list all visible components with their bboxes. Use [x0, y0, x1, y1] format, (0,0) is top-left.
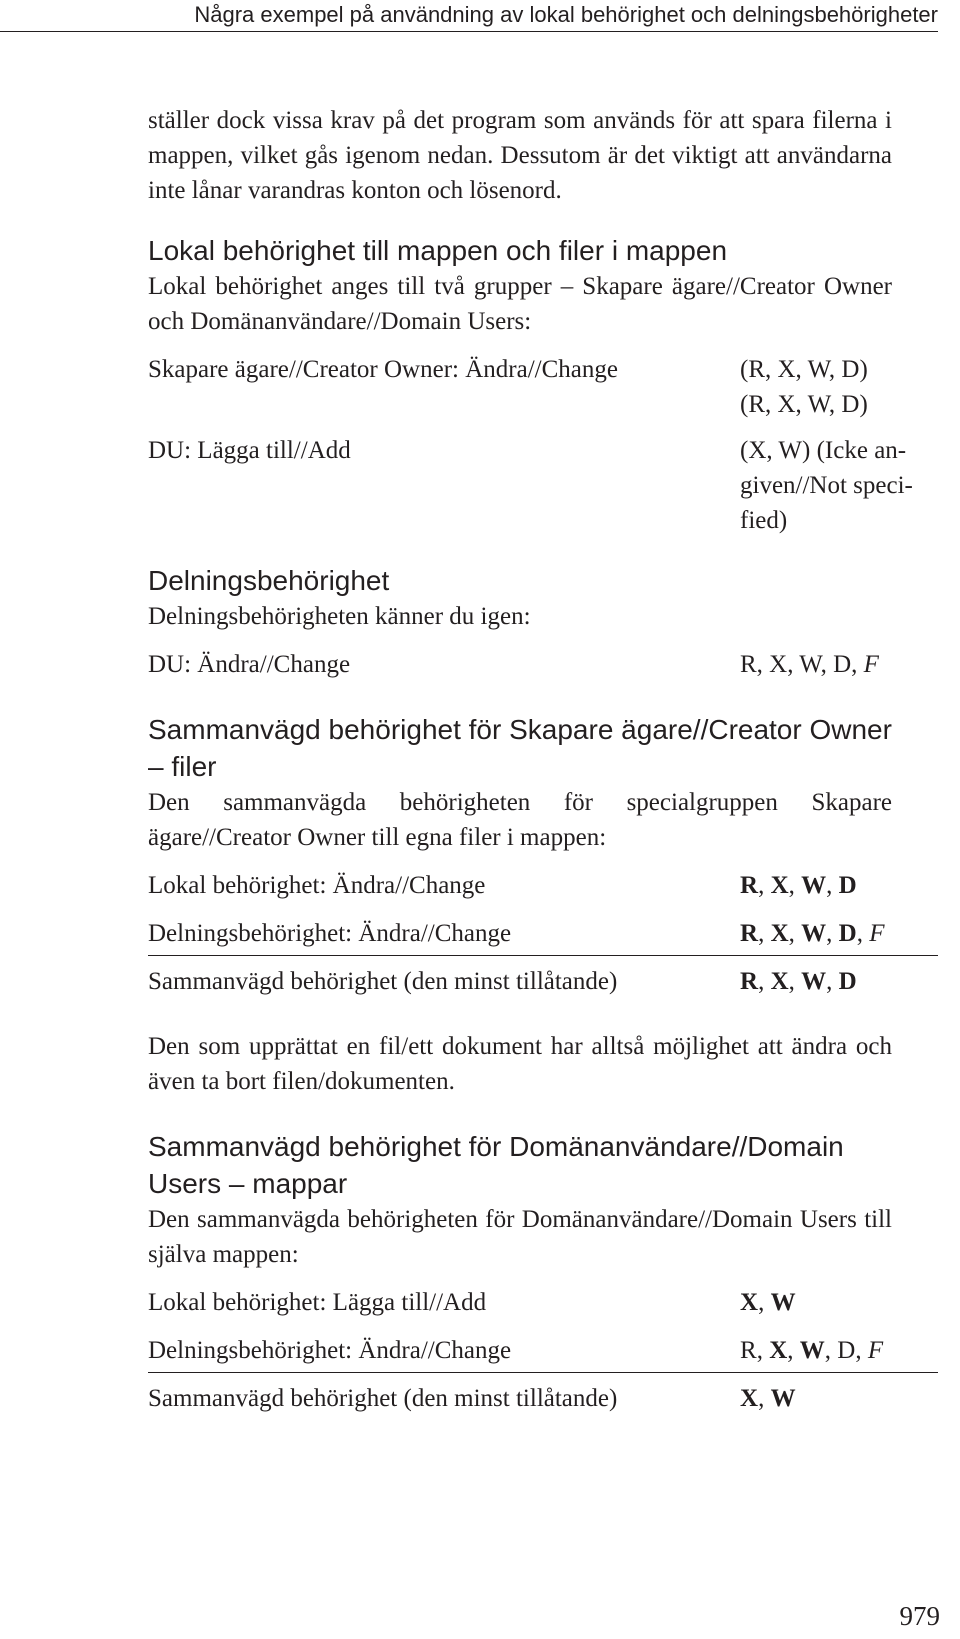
- page-number: 979: [899, 1601, 940, 1631]
- share-du-label: DU: Ändra//Change: [148, 651, 351, 678]
- permission-letter: R: [740, 968, 759, 995]
- permission-separator: ,: [788, 920, 802, 947]
- heading-share-permission: Delningsbehörighet: [148, 565, 390, 596]
- permission-letter: D: [838, 872, 857, 899]
- permission-letter: R: [740, 1337, 757, 1364]
- permission-separator: ,: [788, 872, 802, 899]
- permission-letter: X: [770, 968, 789, 995]
- combined-owner-table: [148, 868, 938, 999]
- combined-owner-row-label: Sammanvägd behörighet (den minst tillåtande): [148, 968, 618, 995]
- running-header-title: Några exempel på användning av lokal behörighet och delningsbehörigheter: [194, 2, 938, 27]
- local-permission-paragraph: Lokal behörighet anges till två grupper – Skapare ägare//Creator Owner och Domänanvändare//Domain Users:: [148, 273, 892, 335]
- permission-letter: D: [838, 920, 857, 947]
- permission-separator: ,: [758, 920, 771, 947]
- share-du-value-f: F: [863, 651, 879, 678]
- combined-du-row-local: [148, 1285, 938, 1333]
- permission-letter: W: [770, 1289, 796, 1316]
- combined-du-row-label: Delningsbehörighet: Ändra//Change: [148, 1337, 512, 1364]
- permission-letter: W: [801, 920, 827, 947]
- local-owner-row: [148, 352, 938, 422]
- share-permission-paragraph: Delningsbehörigheten känner du igen:: [148, 603, 531, 630]
- permission-letter: W: [801, 872, 827, 899]
- combined-du-row-value: [740, 1381, 938, 1416]
- permission-letter: W: [799, 1337, 825, 1364]
- permission-separator: ,: [826, 872, 839, 899]
- share-du-value: [740, 647, 938, 682]
- permission-separator: ,: [856, 920, 870, 947]
- permission-separator: ,: [826, 968, 839, 995]
- permission-separator: ,: [787, 1337, 800, 1364]
- permission-letter: R: [740, 872, 759, 899]
- share-du-value-text: R, X, W, D,: [740, 651, 864, 678]
- local-du-value-line: (X, W) (Icke an-: [740, 437, 907, 464]
- permission-letter: X: [769, 1337, 788, 1364]
- local-du-value-line: given//Not speci-: [740, 472, 913, 499]
- combined-owner-row-local: [148, 868, 938, 916]
- combined-du-row-label: Lokal behörighet: Lägga till//Add: [148, 1289, 487, 1316]
- combined-owner-row-value: [740, 916, 938, 951]
- local-du-value-line: fied): [740, 507, 788, 534]
- permission-letter: W: [801, 968, 827, 995]
- combined-du-row-share: [148, 1333, 938, 1372]
- permission-separator: ,: [758, 1385, 771, 1412]
- permission-letter-f: F: [869, 920, 885, 947]
- permission-separator: ,: [826, 920, 839, 947]
- combined-du-row-value: [740, 1285, 938, 1320]
- local-owner-value-line: (R, X, W, D): [740, 356, 868, 383]
- permission-separator: ,: [756, 1337, 770, 1364]
- permission-separator: ,: [824, 1337, 838, 1364]
- page-content: [148, 103, 938, 1416]
- combined-owner-row-value: [740, 868, 938, 903]
- permission-separator: ,: [788, 968, 802, 995]
- local-owner-value: [740, 352, 938, 422]
- permission-letter: D: [837, 1337, 856, 1364]
- heading-combined-owner: Sammanvägd behörighet för Skapare ägare//Creator Owner – filer: [148, 714, 892, 782]
- combined-owner-row-label: Lokal behörighet: Ändra//Change: [148, 872, 486, 899]
- combined-owner-row-value: [740, 964, 938, 999]
- intro-paragraph: ställer dock vissa krav på det program som används för att spara filerna i mappen, vilket gås igenom nedan. Dessutom är det viktigt att användarna inte lånar varandras konton och lösenord.: [148, 107, 892, 204]
- permission-separator: ,: [758, 968, 771, 995]
- combined-du-row-value: [740, 1333, 938, 1368]
- permission-letter: X: [740, 1385, 759, 1412]
- permission-letter: X: [770, 920, 789, 947]
- permission-separator: ,: [758, 872, 771, 899]
- combined-owner-row-result: [148, 956, 938, 999]
- heading-local-permission: Lokal behörighet till mappen och filer i mappen: [148, 235, 728, 266]
- local-owner-label: Skapare ägare//Creator Owner: Ändra//Change: [148, 356, 618, 383]
- combined-owner-row-share: [148, 916, 938, 955]
- permission-letter: W: [770, 1385, 796, 1412]
- combined-owner-after-paragraph: Den som upprättat en fil/ett dokument har alltså möjlighet att ändra och även ta bort filen/dokumenten.: [148, 1033, 892, 1095]
- combined-du-row-result: [148, 1373, 938, 1416]
- combined-owner-row-label: Delningsbehörighet: Ändra//Change: [148, 920, 512, 947]
- permission-separator: ,: [855, 1337, 868, 1364]
- share-du-row: [148, 647, 938, 682]
- running-header: [0, 0, 938, 32]
- permission-letter: R: [740, 920, 759, 947]
- combined-du-table: [148, 1285, 938, 1416]
- combined-owner-paragraph: Den sammanvägda behörigheten för specialgruppen Skapare ägare//Creator Owner till egna filer i mappen:: [148, 789, 892, 851]
- permission-separator: ,: [758, 1289, 771, 1316]
- heading-combined-du: Sammanvägd behörighet för Domänanvändare//Domain Users – mappar: [148, 1131, 844, 1199]
- permission-letter: D: [838, 968, 857, 995]
- local-owner-value-line: (R, X, W, D): [740, 391, 868, 418]
- local-du-value: [740, 433, 938, 538]
- combined-du-paragraph: Den sammanvägda behörigheten för Domänanvändare//Domain Users till själva mappen:: [148, 1206, 892, 1268]
- local-du-label: DU: Lägga till//Add: [148, 437, 351, 464]
- permission-letter: X: [770, 872, 789, 899]
- local-du-row: [148, 433, 938, 538]
- permission-letter-f: F: [867, 1337, 884, 1364]
- combined-du-row-label: Sammanvägd behörighet (den minst tillåtande): [148, 1385, 618, 1412]
- permission-letter: X: [740, 1289, 759, 1316]
